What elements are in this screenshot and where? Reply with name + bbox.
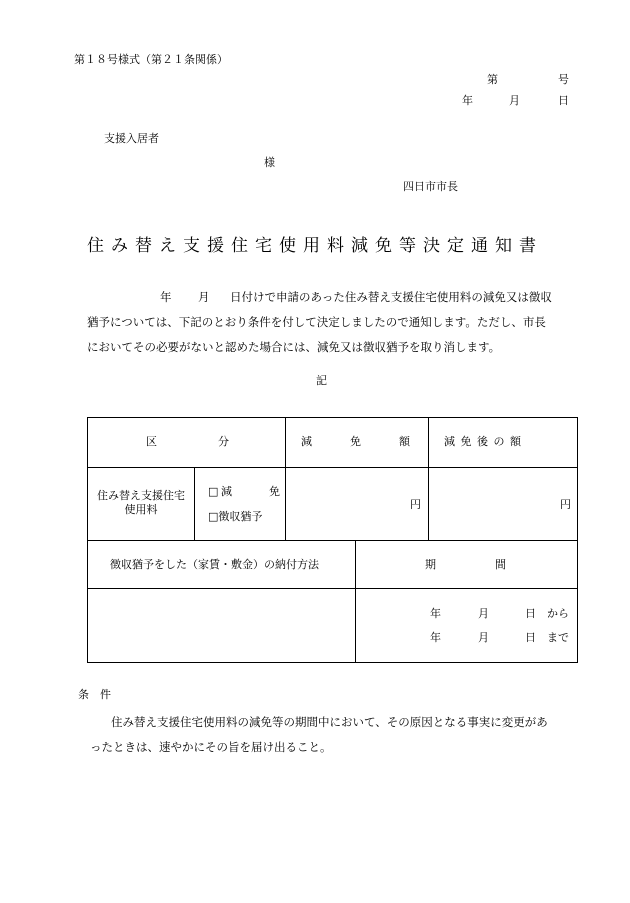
ki-label: 記 [316,374,327,387]
form-number: 第１８号様式（第２１条関係） [74,53,228,66]
period-to-suffix: まで [547,631,569,644]
payment-method-label: 徴収猶予をした（家賃・敷金）の納付方法 [110,558,319,571]
body-line-3: においてその必要がないと認めた場合には、減免又は徴収猶予を取り消します。 [87,340,501,354]
conditions-line-1: 住み替え支援住宅使用料の減免等の期間中において、その原因となる事実に変更があ [111,715,548,729]
header-genmen-3: 額 [399,435,410,448]
document-number-dai: 第 [487,73,498,86]
period-from-month: 月 [478,607,489,620]
document-number-go: 号 [558,73,569,86]
item-name-line-2: 使用料 [124,503,158,516]
body-line-2: 猶予については、下記のとおり条件を付して決定しましたので通知します。ただし、市長 [87,315,546,329]
period-from-year: 年 [430,607,441,620]
page-title: 住み替え支援住宅使用料減免等決定通知書 [87,236,543,256]
period-label-1: 期 [425,558,436,571]
option-reduction-label-2: 免 [269,485,280,498]
addressee-honorific: 様 [264,156,275,169]
header-kubun-1: 区 [146,435,157,448]
conditions-line-2: ったときは、速やかにその旨を届け出ること。 [90,740,332,754]
header-genmen-1: 減 [301,435,312,448]
item-name-line-1: 住み替え支援住宅 [97,489,185,502]
conditions-heading: 条 件 [78,688,111,701]
body-date-year: 年 [160,290,172,304]
header-after-reduction: 減 免 後 の 額 [444,435,522,448]
header-date-year: 年 [462,94,473,107]
period-label-2: 間 [495,558,506,571]
reduction-amount-yen: 円 [410,498,421,511]
option-deferral: □徴収猶予 [208,510,263,523]
issuer: 四日市市長 [403,180,458,193]
body-date-month: 月 [198,290,210,304]
after-amount-yen: 円 [560,498,571,511]
period-to-month: 月 [478,631,489,644]
header-date-month: 月 [509,94,520,107]
addressee-label: 支援入居者 [104,132,159,145]
period-from-suffix: から [547,607,569,620]
period-to-year: 年 [430,631,441,644]
period-to-day: 日 [525,631,536,644]
option-reduction-checkbox: □ [208,485,219,498]
option-reduction-label-1: 減 [221,485,232,498]
header-kubun-2: 分 [218,435,229,448]
period-from-day: 日 [525,607,536,620]
header-genmen-2: 免 [350,435,361,448]
header-date-day: 日 [558,94,569,107]
body-line-1: 日付けで申請のあった住み替え支援住宅使用料の減免又は徴収 [230,290,552,304]
